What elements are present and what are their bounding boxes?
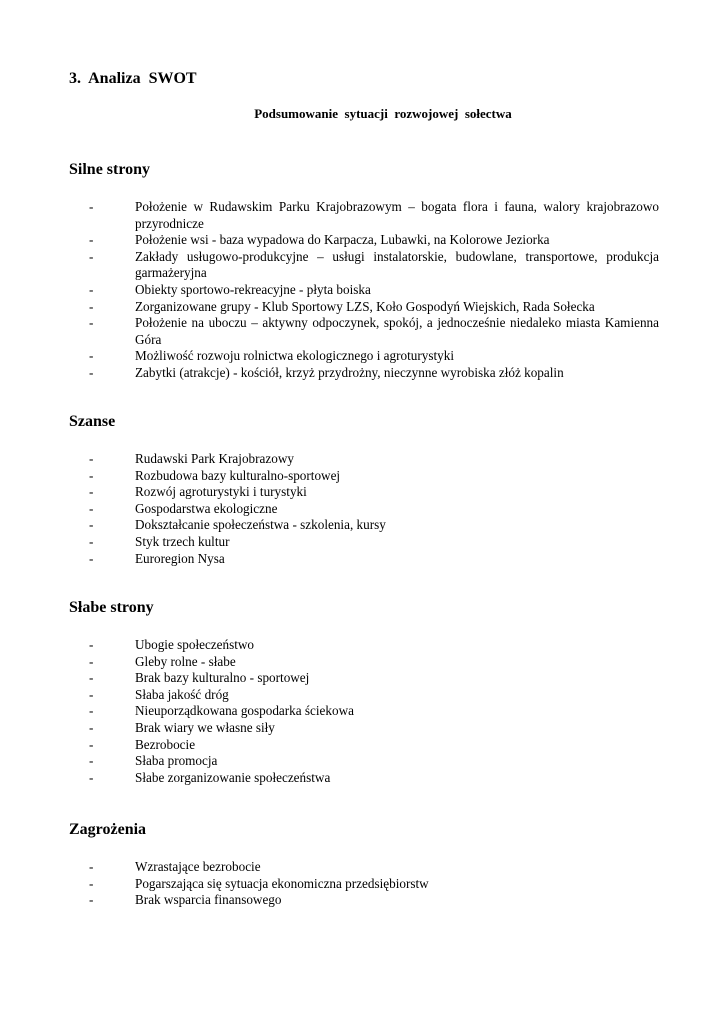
list-item-text: Możliwość rozwoju rolnictwa ekologicznego i agroturystyki — [135, 348, 454, 364]
bullet-dash: - — [89, 703, 94, 719]
bullet-dash: - — [89, 199, 94, 214]
list-item-text: Położenie na uboczu – aktywny odpoczynek, spokój, a jednocześnie niedaleko miasta Kamienna Góra — [135, 315, 659, 347]
list-item-text: Bezrobocie — [135, 736, 196, 752]
bullet-dash: - — [89, 484, 94, 500]
strengths-list — [69, 199, 659, 382]
list-item-text: Słabe zorganizowanie społeczeństwa — [135, 769, 331, 785]
list-item-text: Zorganizowane grupy - Klub Sportowy LZS, Koło Gospodyń Wiejskich, Rada Sołecka — [135, 298, 595, 314]
bullet-dash: - — [89, 281, 94, 297]
list-item-text: Zakłady usługowo-produkcyjne – usługi instalatorskie, budowlane, transportowe, produkcja garmażeryjna — [135, 248, 659, 281]
list-item — [69, 282, 659, 299]
list-item — [69, 348, 659, 365]
bullet-dash: - — [89, 637, 94, 652]
bullet-dash: - — [89, 248, 94, 264]
weaknesses-list — [69, 637, 659, 786]
list-item — [69, 703, 659, 720]
list-item — [69, 484, 659, 501]
bullet-dash: - — [89, 753, 94, 769]
section-heading-threats: Zagrożenia — [69, 821, 147, 838]
section-threats — [69, 820, 659, 909]
list-item-text: Położenie w Rudawskim Parku Krajobrazowym – bogata flora i fauna, walory krajobrazowo przyrodnicze — [135, 199, 659, 231]
bullet-dash: - — [89, 769, 94, 785]
bullet-dash: - — [89, 500, 94, 516]
list-item — [69, 232, 659, 249]
section-strengths — [69, 160, 659, 382]
page-title: 3. Analiza SWOT — [69, 70, 197, 87]
bullet-dash: - — [89, 550, 94, 566]
list-item — [69, 199, 659, 232]
list-item-text: Brak wiary we własne siły — [135, 719, 275, 735]
list-item — [69, 687, 659, 704]
list-item-text: Rudawski Park Krajobrazowy — [135, 451, 294, 466]
bullet-dash: - — [89, 875, 94, 891]
list-item — [69, 654, 659, 671]
list-item — [69, 753, 659, 770]
list-item-text: Ubogie społeczeństwo — [135, 637, 255, 652]
bullet-dash: - — [89, 298, 94, 314]
list-item-text: Zabytki (atrakcje) - kościół, krzyż przydrożny, nieczynne wyrobiska złóż kopalin — [135, 364, 564, 380]
list-item — [69, 451, 659, 468]
list-item — [69, 859, 659, 876]
list-item-text: Styk trzech kultur — [135, 533, 230, 549]
list-item — [69, 517, 659, 534]
list-item-text: Dokształcanie społeczeństwa - szkolenia, kursy — [135, 517, 386, 533]
bullet-dash: - — [89, 315, 94, 331]
threats-list — [69, 859, 659, 909]
list-item — [69, 299, 659, 316]
bullet-dash: - — [89, 859, 94, 874]
bullet-dash: - — [89, 736, 94, 752]
list-item — [69, 876, 659, 893]
bullet-dash: - — [89, 892, 94, 908]
section-heading-weaknesses: Słabe strony — [69, 599, 154, 616]
list-item-text: Wzrastające bezrobocie — [135, 859, 261, 874]
list-item-text: Słaba promocja — [135, 753, 218, 769]
section-weaknesses — [69, 598, 659, 786]
list-item — [69, 720, 659, 737]
list-item-text: Obiekty sportowo-rekreacyjne - płyta boiska — [135, 281, 371, 297]
bullet-dash: - — [89, 517, 94, 533]
list-item-text: Rozbudowa bazy kulturalno-sportowej — [135, 467, 341, 483]
list-item-text: Pogarszająca się sytuacja ekonomiczna przedsiębiorstw — [135, 875, 429, 891]
list-item-text: Gospodarstwa ekologiczne — [135, 500, 278, 516]
list-item-text: Gleby rolne - słabe — [135, 653, 236, 669]
list-item — [69, 892, 659, 909]
list-item — [69, 534, 659, 551]
list-item-text: Słaba jakość dróg — [135, 686, 229, 702]
bullet-dash: - — [89, 670, 94, 686]
list-item — [69, 365, 659, 382]
bullet-dash: - — [89, 533, 94, 549]
list-item — [69, 670, 659, 687]
list-item-text: Rozwój agroturystyki i turystyki — [135, 484, 307, 500]
bullet-dash: - — [89, 348, 94, 364]
page-subtitle: Podsumowanie sytuacji rozwojowej sołectwa — [254, 106, 512, 121]
bullet-dash: - — [89, 451, 94, 466]
bullet-dash: - — [89, 686, 94, 702]
bullet-dash: - — [89, 467, 94, 483]
bullet-dash: - — [89, 232, 94, 248]
list-item-text: Euroregion Nysa — [135, 550, 225, 566]
list-item-text: Nieuporządkowana gospodarka ściekowa — [135, 703, 354, 719]
list-item — [69, 637, 659, 654]
opportunities-list — [69, 451, 659, 567]
bullet-dash: - — [89, 364, 94, 380]
list-item — [69, 551, 659, 568]
section-heading-opportunities: Szanse — [69, 413, 116, 430]
list-item — [69, 315, 659, 348]
bullet-dash: - — [89, 653, 94, 669]
list-item — [69, 468, 659, 485]
list-item — [69, 249, 659, 282]
list-item — [69, 501, 659, 518]
list-item-text: Brak wsparcia finansowego — [135, 892, 282, 908]
list-item-text: Brak bazy kulturalno - sportowej — [135, 670, 310, 686]
section-opportunities — [69, 412, 659, 567]
list-item — [69, 770, 659, 787]
bullet-dash: - — [89, 719, 94, 735]
section-heading-strengths: Silne strony — [69, 161, 151, 178]
list-item — [69, 737, 659, 754]
list-item-text: Położenie wsi - baza wypadowa do Karpacza, Lubawki, na Kolorowe Jeziorka — [135, 232, 550, 248]
